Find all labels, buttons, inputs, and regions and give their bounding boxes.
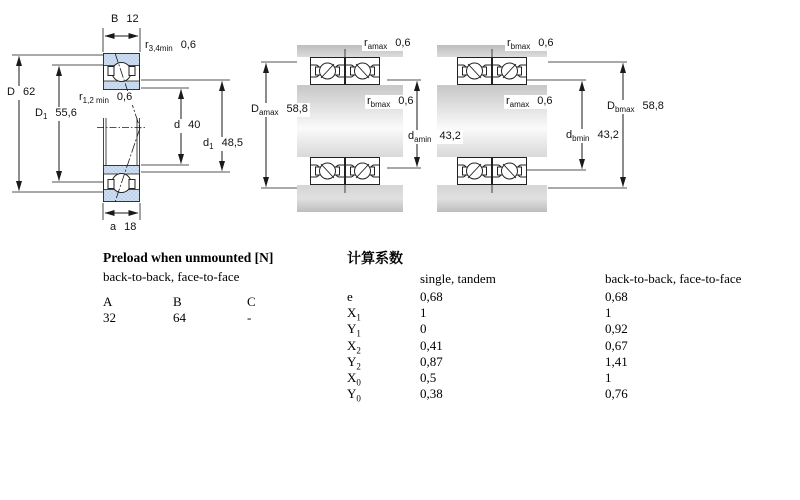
- dim-label-r34: $r_{3,4min}$ 0,6: [145, 39, 196, 54]
- factor-row: e 0,68 0,68: [347, 289, 628, 304]
- preload-col-header: C: [247, 294, 256, 309]
- dim-label-D1: $D_1$ 55,6: [35, 107, 77, 122]
- preload-value: 64: [173, 310, 186, 325]
- dim-label-rbmax-a: $r_{bmax}$ 0,6: [367, 95, 414, 110]
- dim-label-B: B 12: [109, 13, 141, 27]
- preload-col-header: A: [103, 294, 113, 309]
- dim-label-Damax: $D_{amax}$ 58,8: [251, 103, 308, 118]
- factors-col2-header: back-to-back, face-to-face: [605, 271, 742, 286]
- preload-value: 32: [103, 310, 116, 325]
- dim-label-Dbmax: $D_{bmax}$ 58,8: [607, 100, 664, 115]
- preload-table: [103, 250, 323, 330]
- dim-label-r12: $r_{1,2 min}$ 0,6: [79, 91, 133, 106]
- dim-label-D: D 62: [5, 86, 37, 100]
- factors-title: 计算系数: [347, 252, 403, 267]
- factor-row: $X_1$ 1 1: [347, 305, 612, 323]
- factor-row: $Y_2$ 0,87 1,41: [347, 353, 628, 372]
- preload-col-header: B: [173, 294, 182, 309]
- factor-row: $X_0$ 0,5 1: [347, 369, 612, 388]
- factor-row: $X_2$ 0,41 0,67: [347, 337, 628, 356]
- dim-label-d: d 40: [172, 119, 202, 133]
- paired-arrangement-a-drawing: [261, 45, 421, 212]
- factors-col1-header: single, tandem: [420, 271, 496, 286]
- dim-label-rbmax-b: $r_{bmax}$ 0,6: [507, 37, 554, 52]
- factor-row: $Y_1$ 0 0,92: [347, 321, 628, 339]
- preload-value: -: [247, 310, 252, 325]
- preload-title: Preload when unmounted [N]: [103, 250, 274, 265]
- factor-row: $Y_0$ 0,38 0,76: [347, 386, 628, 404]
- dim-label-ramax-b: $r_{amax}$ 0,6: [506, 95, 553, 110]
- dim-label-damin: $d_{amin}$ 43,2: [408, 130, 461, 145]
- calculation-factors-table: [347, 248, 767, 408]
- dim-label-dbmin: $d_{bmin}$ 43,2: [566, 129, 619, 144]
- dim-label-d1: $d_1$ 48,5: [203, 137, 243, 152]
- preload-subtitle: back-to-back, face-to-face: [103, 269, 240, 284]
- dim-label-ramax-a: $r_{amax}$ 0,6: [364, 37, 411, 52]
- factors-rows: [347, 289, 767, 402]
- dim-label-a: a 18: [108, 221, 138, 235]
